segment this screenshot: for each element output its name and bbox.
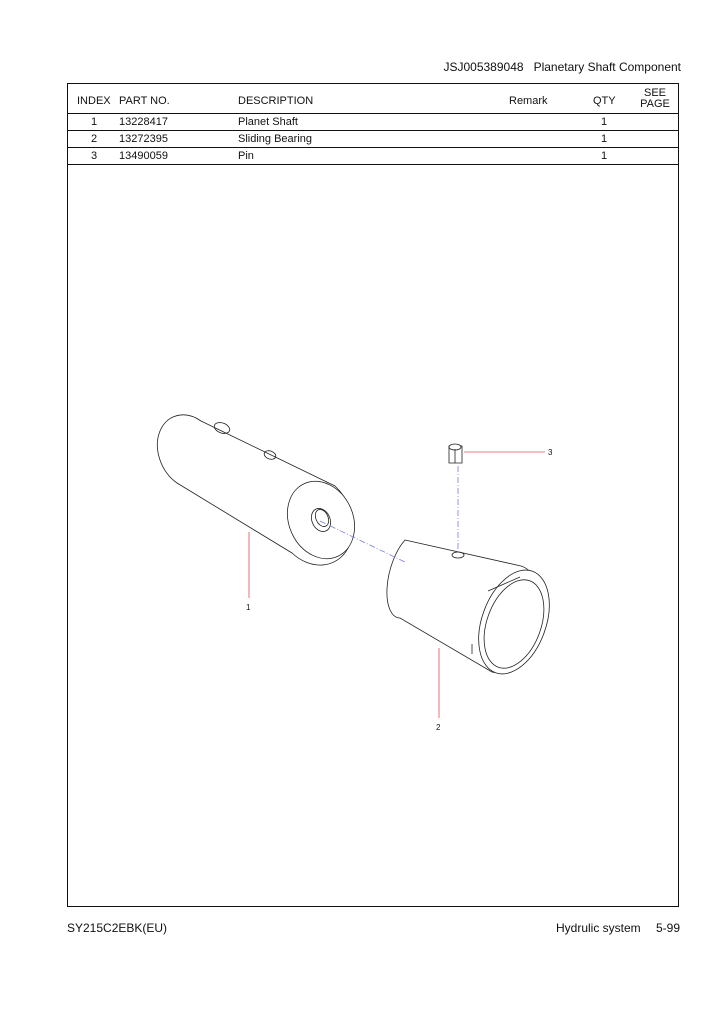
row-part-no: 13272395 (119, 133, 168, 145)
col-description: DESCRIPTION (238, 95, 314, 107)
col-see-page-line1: SEE (643, 87, 666, 99)
col-part-no: PART NO. (119, 95, 170, 107)
row-part-no: 13490059 (119, 150, 168, 162)
row-index: 1 (91, 116, 98, 128)
callout-1: 1 (246, 603, 251, 612)
row-index: 3 (91, 150, 98, 162)
col-remark: Remark (509, 95, 548, 107)
row-index: 2 (91, 133, 98, 145)
planet-shaft-part (157, 415, 367, 570)
row-qty: 1 (601, 133, 608, 145)
row-description: Sliding Bearing (238, 133, 312, 145)
callout-3: 3 (548, 448, 553, 457)
footer-section: Hydrulic system (556, 921, 641, 935)
row-qty: 1 (601, 150, 608, 162)
document-id: JSJ005389048 (443, 60, 524, 74)
footer-page-number: 5-99 (656, 921, 681, 935)
col-see-page-line2: PAGE (640, 98, 670, 110)
row-description: Planet Shaft (238, 116, 298, 128)
col-qty: QTY (593, 95, 616, 107)
pin-part (449, 444, 462, 463)
row-part-no: 13228417 (119, 116, 168, 128)
document-title: Planetary Shaft Component (533, 60, 681, 74)
callout-2: 2 (436, 723, 441, 732)
col-index: INDEX (77, 95, 111, 107)
row-qty: 1 (601, 116, 608, 128)
sliding-bearing-part (387, 540, 563, 684)
footer-model: SY215C2EBK(EU) (67, 921, 168, 935)
row-description: Pin (238, 150, 254, 162)
